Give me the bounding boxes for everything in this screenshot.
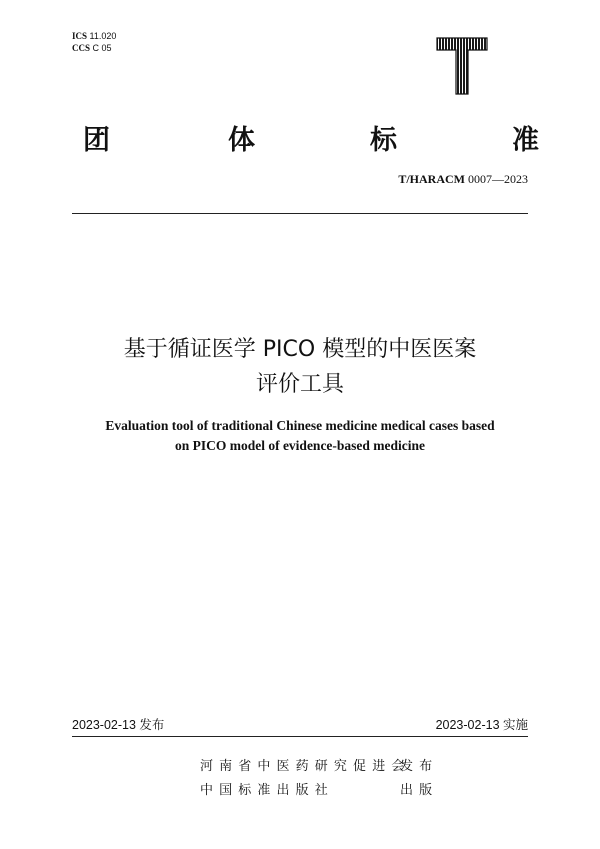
ics-value: 11.020 <box>89 31 117 41</box>
ccs-label: CCS <box>72 43 91 53</box>
standard-number-value: 0007—2023 <box>468 172 528 186</box>
standard-type-char-3: 标 <box>370 125 397 156</box>
issue-date: 2023-02-13 发布 <box>72 718 165 732</box>
standard-number-prefix: T/HARACM <box>398 172 465 186</box>
standard-type-char-1: 团 <box>83 125 110 156</box>
standard-type-char-4: 准 <box>512 125 539 156</box>
title-zh-line-1: 基于循证医学 PICO 模型的中医医案 <box>123 337 477 362</box>
press-name: 中 国 标 准 出 版 社 <box>200 783 329 798</box>
ccs-value: C 05 <box>92 43 112 53</box>
title-en-line-1: Evaluation tool of traditional Chinese medicine medical cases based <box>105 418 495 433</box>
standard-number <box>398 172 528 187</box>
ics-code <box>72 30 116 42</box>
title-zh-line-2: 评价工具 <box>255 372 344 397</box>
implement-date: 2023-02-13 实施 <box>435 718 528 732</box>
ics-label: ICS <box>72 31 88 41</box>
top-divider <box>72 213 528 214</box>
title-en-line-2: on PICO model of evidence-based medicine <box>174 438 426 453</box>
standard-type-char-2: 体 <box>228 125 255 156</box>
standard-logo-t <box>436 37 488 95</box>
issuer-name: 河 南 省 中 医 药 研 究 促 进 会 <box>200 759 406 774</box>
press-action: 出 版 <box>400 783 434 798</box>
ccs-code <box>72 42 112 54</box>
bottom-divider <box>72 736 528 737</box>
issuer-action: 发 布 <box>400 759 434 774</box>
